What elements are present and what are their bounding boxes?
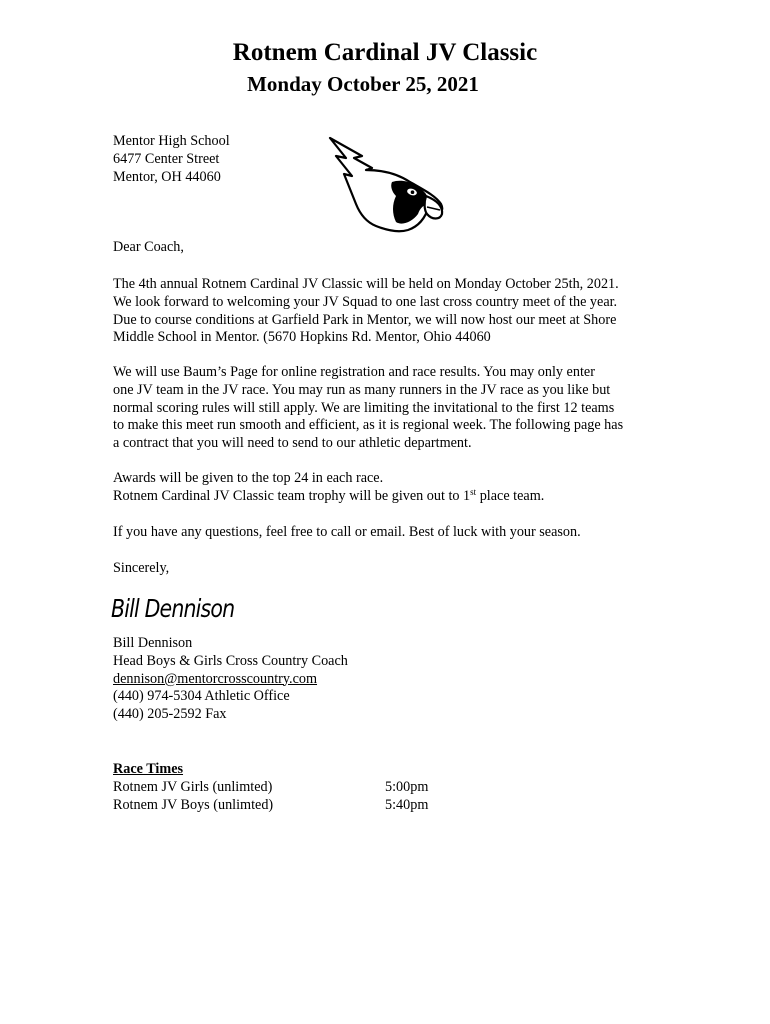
contact-name: Bill Dennison (113, 635, 193, 651)
paragraph-line: We will use Baum’s Page for online registration and race results. You may only enter (113, 364, 595, 380)
trophy-text-end: place team. (476, 487, 545, 504)
paragraph-line: to make this meet run smooth and efficient, as it is regional week. The following page has (113, 417, 624, 434)
paragraph-awards (113, 470, 665, 506)
contact-role: Head Boys & Girls Cross Country Coach (113, 652, 348, 669)
paragraph-line: The 4th annual Rotnem Cardinal JV Classic will be held on Monday October 25th, 2021. (113, 276, 619, 292)
table-row (113, 797, 665, 815)
table-row (113, 779, 665, 797)
fax-number: (440) 205-2592 Fax (113, 706, 227, 723)
paragraph-line: Due to course conditions at Garfield Park in Mentor, we will now host our meet at Shore (113, 311, 617, 328)
signature: Bill Dennison (111, 594, 235, 623)
paragraph-line: We look forward to welcoming your JV Squad to one last cross country meet of the year. (113, 293, 618, 310)
paragraph-intro (113, 276, 665, 347)
paragraph-line: Middle School in Mentor. (5670 Hopkins Rd. Mentor, Ohio 44060 (113, 329, 491, 346)
cardinal-bird-head-icon (326, 134, 446, 234)
greeting: Dear Coach, (113, 239, 184, 255)
race-event: Rotnem JV Girls (unlimted) (113, 778, 273, 795)
contact-block (113, 635, 665, 724)
awards-line: Awards will be given to the top 24 in each race. (113, 470, 384, 486)
paragraph-questions: If you have any questions, feel free to call or email. Best of luck with your season. (113, 524, 581, 540)
race-times (113, 761, 665, 814)
closing: Sincerely, (113, 560, 170, 576)
paragraph-line: a contract that you will need to send to our athletic department. (113, 435, 472, 452)
race-times-heading: Race Times (113, 761, 184, 777)
trophy-text: Rotnem Cardinal JV Classic team trophy will be given out to 1 (113, 487, 471, 504)
paragraph-line: normal scoring rules will still apply. We are limiting the invitational to the first 12 teams (113, 399, 615, 416)
address-line-2: 6477 Center Street (113, 150, 220, 167)
phone-number: (440) 974-5304 Athletic Office (113, 688, 290, 705)
trophy-line (113, 488, 665, 506)
race-event: Rotnem JV Boys (unlimted) (113, 796, 274, 813)
email-link[interactable]: dennison@mentorcrosscountry.com (113, 670, 318, 687)
ordinal-suffix: st (470, 486, 477, 497)
event-date: Monday October 25, 2021 (247, 72, 479, 96)
address-line-1: Mentor High School (113, 133, 230, 149)
document-title: Rotnem Cardinal JV Classic (232, 39, 538, 66)
race-time: 5:00pm (385, 778, 429, 795)
paragraph-registration (113, 364, 665, 453)
race-time: 5:40pm (385, 796, 429, 813)
paragraph-line: one JV team in the JV race. You may run as many runners in the JV race as you like but (113, 381, 611, 398)
address-line-3: Mentor, OH 44060 (113, 168, 221, 185)
